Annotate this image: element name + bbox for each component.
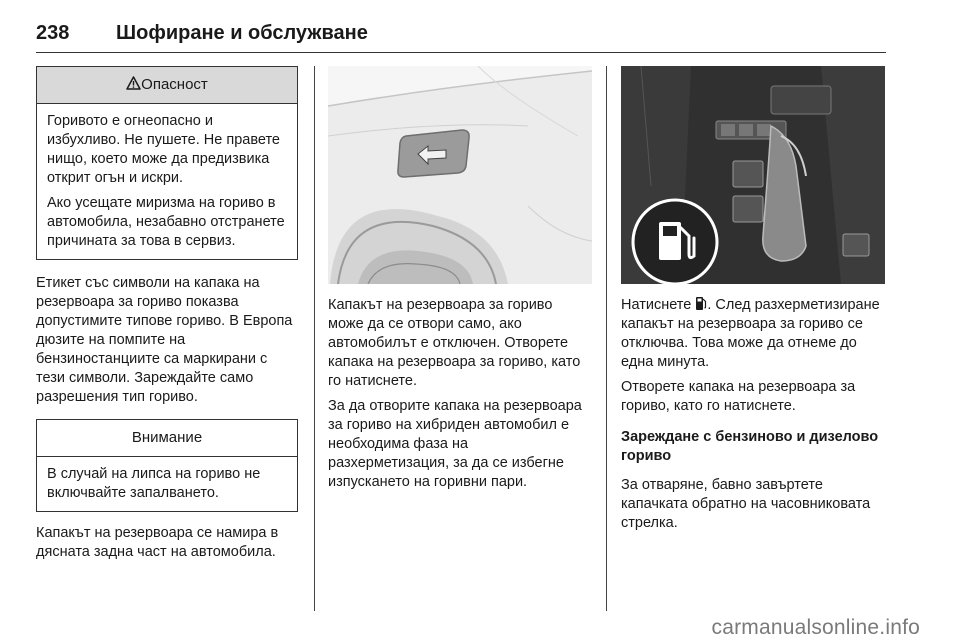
caution-header: Внимание — [37, 420, 297, 457]
fuel-label-paragraph: Етикет със символи на капака на резервоара за гориво показва допустимите типове гориво. В Европа дюзите на помпите на бензиностанциите са маркирани с тези символи. Зареждайте само разрешения тип гориво. — [36, 275, 293, 405]
console-illustration — [621, 66, 885, 284]
car-rear-fender-image — [328, 66, 592, 284]
filler-location-paragraph: Капакът на резервоара се намира в дясната задна част на автомобила. — [36, 525, 279, 560]
danger-box — [36, 66, 298, 260]
fuel-door-illustration — [328, 66, 592, 284]
hybrid-paragraph: За да отворите капака на резервоара за гориво на хибриден автомобил е необходима фаза на разхерметизация, за да се избегне изпускането на горивни пари. — [328, 398, 582, 490]
caution-box — [36, 419, 298, 512]
fuel-door-paragraph: Капакът на резервоара за гориво може да се отвори само, ако автомобилът е отключен. Отворете капака на резервоара за гориво, като го натиснете. — [328, 297, 581, 389]
warning-triangle-icon — [126, 76, 141, 90]
open-door-paragraph: Отворете капака на резервоара за гориво, като го натиснете. — [621, 379, 856, 414]
caution-text: В случай на липса на гориво не включвайте запалването. — [47, 466, 261, 501]
column-divider — [314, 66, 315, 611]
danger-body — [37, 104, 297, 259]
column-3 — [621, 66, 887, 533]
page-title: Шофиране и обслужване — [116, 22, 368, 44]
fuel-pump-icon — [695, 296, 707, 311]
watermark: carmanualsonline.info — [711, 616, 920, 639]
danger-text: Ако усещате миризма на гориво в автомобила, незабавно отстранете причината за това в сервиз. — [47, 195, 285, 249]
cap-paragraph: За отваряне, бавно завъртете капачката обратно на часовниковата стрелка. — [621, 477, 871, 531]
section-heading: Зареждане с бензиново и дизелово гориво — [621, 429, 879, 464]
column-divider — [606, 66, 607, 611]
page-header — [36, 14, 886, 50]
page-number: 238 — [36, 22, 70, 44]
center-console-image — [621, 66, 885, 284]
header-rule — [36, 52, 886, 53]
danger-header — [37, 67, 297, 104]
column-2 — [328, 66, 592, 492]
column-1 — [36, 66, 298, 562]
danger-text: Горивото е огнеопасно и избухливо. Не пушете. Не правете нищо, което може да предизвика открит огън и искри. — [47, 113, 280, 186]
press-button-paragraph: Натиснете . След разхерметизиране капакът на резервоара за гориво се отключва. Това може да отнеме до една минута. — [621, 297, 880, 370]
danger-heading: Опасност — [141, 76, 208, 93]
caution-body — [37, 457, 297, 511]
